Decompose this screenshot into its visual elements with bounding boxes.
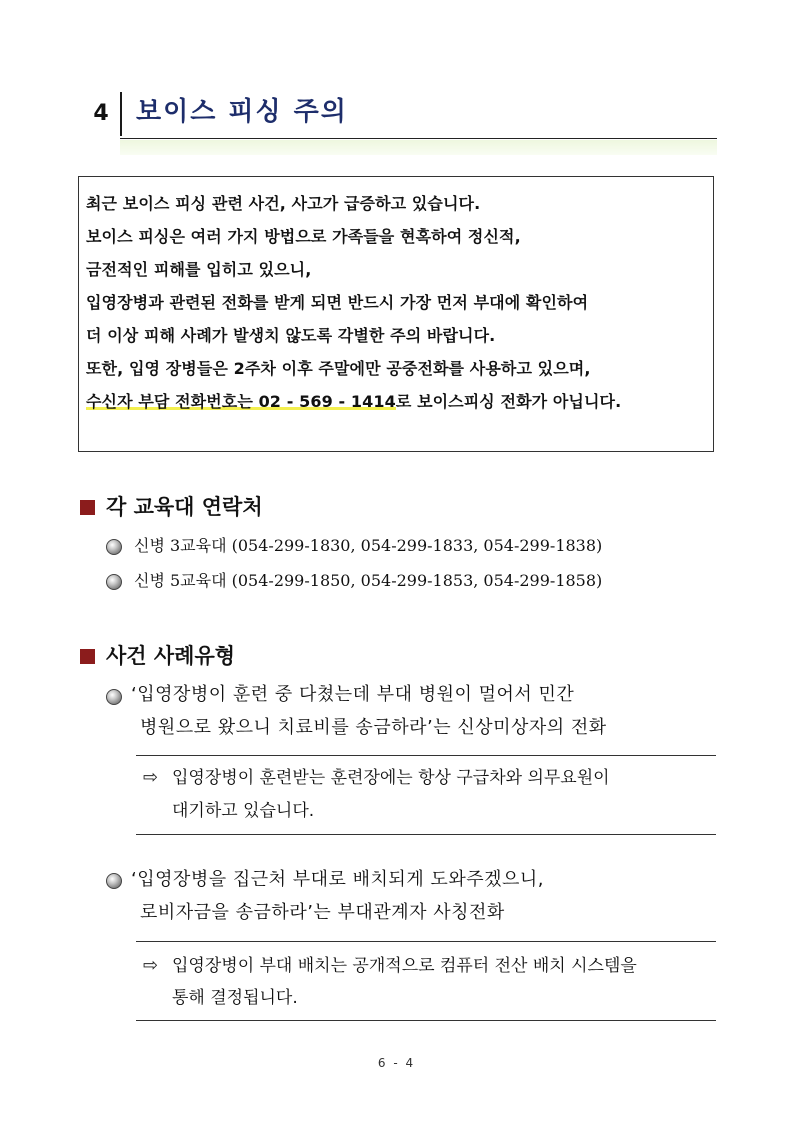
contact-item: 신병 5교육대 (054-299-1850, 054-299-1853, 054-299-1858) [134,571,603,590]
notice-line: 더 이상 피해 사례가 발생치 않도록 각별한 주의 바랍니다. [86,326,496,345]
section-title-rule [120,138,717,139]
section-title-band [120,140,717,155]
notice-line: 금전적인 피해를 입히고 있으니, [86,260,312,279]
divider [136,941,716,942]
right-arrow-icon: ⇨ [143,767,159,788]
case-text: 병원으로 왔으니 치료비를 송금하라’는 신상미상자의 전화 [140,717,607,738]
case-note: 입영장병이 부대 배치는 공개적으로 컴퓨터 전산 배치 시스템을 [172,956,637,976]
cases-heading: 사건 사례유형 [106,644,236,668]
case-note: 통해 결정됩니다. [172,988,298,1008]
warning-notice-box [78,176,714,452]
notice-line: 또한, 입영 장병들은 2주차 이후 주말에만 공중전화를 사용하고 있으며, [86,359,591,378]
right-arrow-icon: ⇨ [143,955,159,976]
section-number: 4 [82,92,122,136]
case-text: 로비자금을 송금하라’는 부대관계자 사칭전화 [140,902,505,923]
divider [136,755,716,756]
square-bullet-icon [80,500,95,515]
notice-line: 최근 보이스 피싱 관련 사건, 사고가 급증하고 있습니다. [86,194,481,213]
case-note: 대기하고 있습니다. [172,801,315,821]
case-text: ‘입영장병을 집근처 부대로 배치되게 도와주겠으니, [131,869,544,890]
contact-item: 신병 3교육대 (054-299-1830, 054-299-1833, 054-299-1838) [134,536,603,555]
divider [136,1020,716,1021]
notice-line-rest: 로 보이스피싱 전화가 아닙니다. [395,392,622,411]
sphere-bullet-icon [106,689,122,705]
case-text: ‘입영장병이 훈련 중 다쳤는데 부대 병원이 멀어서 민간 [131,684,575,705]
page-number: 6 - 4 [377,1056,416,1070]
sphere-bullet-icon [106,539,122,555]
sphere-bullet-icon [106,873,122,889]
highlighted-phone-number: 수신자 부담 전화번호는 02 - 569 - 1414 [86,392,396,411]
divider [136,834,716,835]
notice-line: 입영장병과 관련된 전화를 받게 되면 반드시 가장 먼저 부대에 확인하여 [86,293,589,312]
square-bullet-icon [80,649,95,664]
case-note: 입영장병이 훈련받는 훈련장에는 항상 구급차와 의무요원이 [172,768,610,788]
contacts-heading: 각 교육대 연락처 [106,495,263,519]
notice-line: 보이스 피싱은 여러 가지 방법으로 가족들을 현혹하여 정신적, [86,227,521,246]
sphere-bullet-icon [106,574,122,590]
notice-line-phone [86,385,713,418]
section-title: 보이스 피싱 주의 [136,97,348,127]
